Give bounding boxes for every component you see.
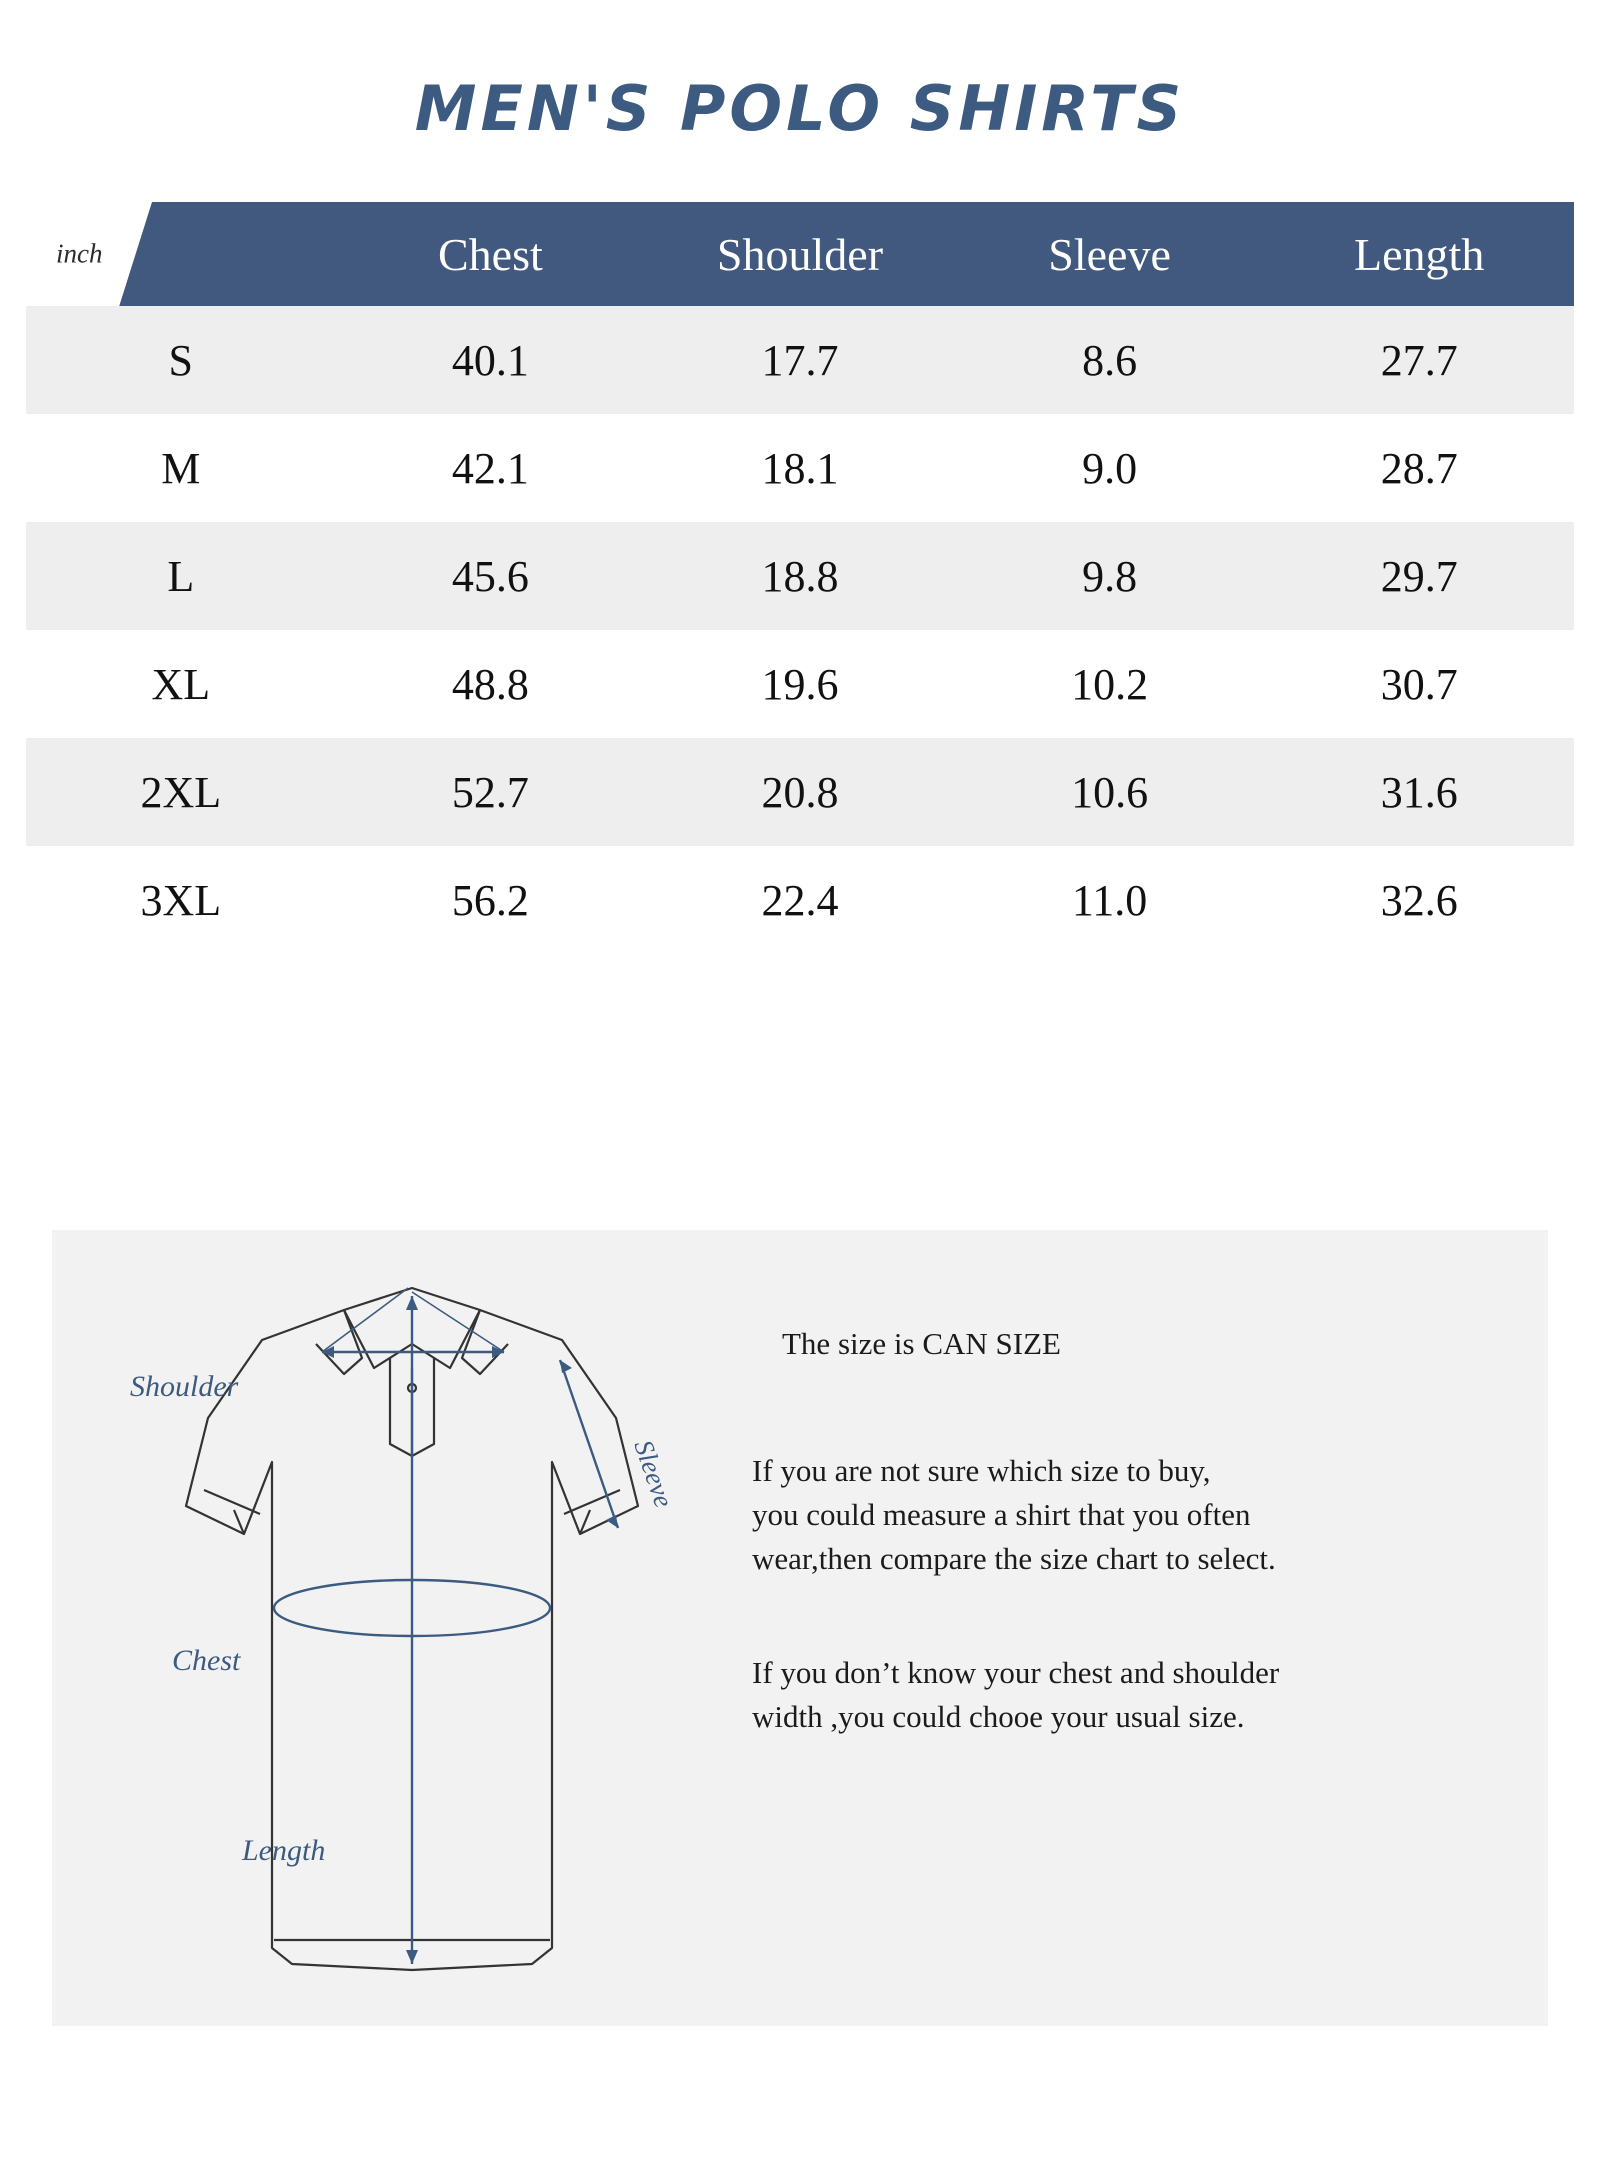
size-table-wrapper	[26, 202, 1574, 954]
cell-length: 29.7	[1264, 522, 1574, 630]
cell-size: XL	[26, 630, 336, 738]
note-line: you could measure a shirt that you often	[752, 1497, 1251, 1533]
note-line: If you don’t know your chest and shoulder	[752, 1655, 1280, 1691]
table-header-row	[26, 202, 1574, 306]
cell-sleeve: 9.8	[955, 522, 1265, 630]
label-shoulder: Shoulder	[130, 1370, 239, 1403]
cell-shoulder: 18.8	[645, 522, 955, 630]
table-row	[26, 630, 1574, 738]
label-chest: Chest	[172, 1644, 241, 1677]
cell-chest: 45.6	[336, 522, 646, 630]
cell-shoulder: 18.1	[645, 414, 955, 522]
cell-size: M	[26, 414, 336, 522]
cell-size: 3XL	[26, 846, 336, 954]
label-sleeve: Sleeve	[628, 1436, 680, 1512]
table-header	[26, 202, 1574, 306]
note-line: wear,then compare the size chart to select.	[752, 1541, 1276, 1577]
size-table	[26, 202, 1574, 954]
unit-label: inch	[56, 238, 103, 269]
unit-shape	[26, 202, 336, 306]
notes-area	[732, 1322, 1522, 1739]
column-header-shoulder: Shoulder	[645, 202, 955, 306]
cell-shoulder: 17.7	[645, 306, 955, 414]
table-row	[26, 306, 1574, 414]
cell-shoulder: 20.8	[645, 738, 955, 846]
column-header-sleeve: Sleeve	[955, 202, 1265, 306]
shirt-illustration-svg	[112, 1248, 712, 2008]
page-title: MEN'S POLO SHIRTS	[414, 72, 1186, 145]
label-length: Length	[242, 1834, 326, 1867]
cell-length: 30.7	[1264, 630, 1574, 738]
polo-shirt-diagram	[112, 1248, 712, 2008]
table-row	[26, 414, 1574, 522]
note-paragraph-1	[752, 1449, 1522, 1581]
column-header-chest: Chest	[336, 202, 646, 306]
cell-length: 28.7	[1264, 414, 1574, 522]
cell-sleeve: 10.6	[955, 738, 1265, 846]
cell-size: 2XL	[26, 738, 336, 846]
cell-chest: 52.7	[336, 738, 646, 846]
table-body	[26, 306, 1574, 954]
cell-sleeve: 9.0	[955, 414, 1265, 522]
measurement-info-panel	[52, 1230, 1548, 2026]
cell-size: L	[26, 522, 336, 630]
table-row	[26, 522, 1574, 630]
note-line: If you are not sure which size to buy,	[752, 1453, 1211, 1489]
cell-shoulder: 22.4	[645, 846, 955, 954]
cell-length: 31.6	[1264, 738, 1574, 846]
unit-header-cell	[26, 202, 336, 306]
cell-chest: 56.2	[336, 846, 646, 954]
table-row	[26, 738, 1574, 846]
note-can-size: The size is CAN SIZE	[782, 1326, 1061, 1361]
note-line: width ,you could chooe your usual size.	[752, 1699, 1245, 1735]
cell-sleeve: 11.0	[955, 846, 1265, 954]
cell-shoulder: 19.6	[645, 630, 955, 738]
cell-length: 27.7	[1264, 306, 1574, 414]
cell-length: 32.6	[1264, 846, 1574, 954]
cell-chest: 48.8	[336, 630, 646, 738]
cell-size: S	[26, 306, 336, 414]
cell-sleeve: 10.2	[955, 630, 1265, 738]
size-chart-page	[0, 72, 1600, 2158]
column-header-length: Length	[1264, 202, 1574, 306]
note-paragraph-2	[752, 1651, 1522, 1739]
cell-sleeve: 8.6	[955, 306, 1265, 414]
table-row	[26, 846, 1574, 954]
cell-chest: 40.1	[336, 306, 646, 414]
cell-chest: 42.1	[336, 414, 646, 522]
